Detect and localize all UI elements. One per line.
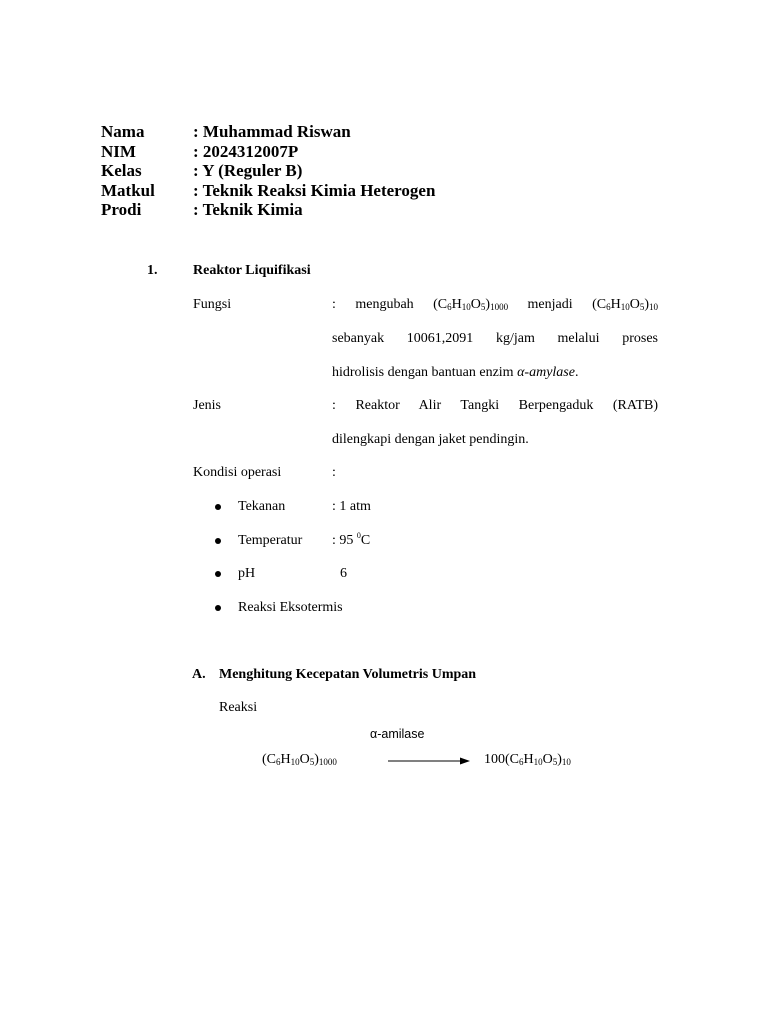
reaction-reactant: $(C_6H_{10}O_5)_{1000}$	[262, 752, 337, 767]
temperatur-value: : 95 $^0$C	[332, 531, 371, 548]
subsection-title: Menghitung Kecepatan Volumetris Umpan	[219, 667, 477, 682]
kondisi-colon: :	[332, 465, 336, 480]
reaksi-label: Reaksi	[219, 700, 258, 715]
fungsi-line-3: hidrolisis dengan bantuan enzim α-amylase.	[332, 365, 579, 380]
header-label-nama: Nama	[101, 122, 145, 141]
ph-label: pH	[238, 566, 256, 581]
fungsi-menjadi: menjadi	[527, 297, 573, 312]
bullet-icon	[215, 538, 221, 544]
fungsi-line-1	[332, 297, 658, 313]
formula-product: $(C_6H_{10}O_5)_{10}$	[592, 297, 659, 312]
kondisi-label: Kondisi operasi	[193, 465, 282, 480]
bullet-icon	[215, 504, 221, 510]
header-label-nim: NIM	[101, 141, 136, 161]
bullet-icon	[215, 571, 221, 577]
header-label-matkul: Matkul	[101, 180, 155, 200]
ph-value: 6	[340, 566, 347, 581]
section-title: Reaktor Liquifikasi	[193, 263, 311, 278]
jenis-label: Jenis	[193, 398, 221, 413]
tekanan-label: Tekanan	[238, 499, 286, 514]
enzyme-name: α-amylase	[517, 365, 575, 380]
reaction-arrow-icon	[388, 754, 470, 768]
reaction-product: $100(C_6H_{10}O_5)_{10}$	[484, 752, 571, 767]
header-value-prodi: : Teknik Kimia	[193, 200, 303, 219]
formula-reactant: $(C_6H_{10}O_5)_{1000}$	[433, 297, 509, 312]
reaksi-eksotermis-label: Reaksi Eksotermis	[238, 600, 343, 615]
jenis-line-2: dilengkapi dengan jaket pendingin.	[332, 432, 529, 447]
fungsi-intro: : mengubah	[332, 297, 414, 312]
bullet-icon	[215, 605, 221, 611]
section-number: 1.	[147, 263, 158, 278]
header-value-nim: : 2024312007P	[193, 141, 299, 161]
fungsi-line-2: sebanyak 10061,2091 kg/jam melalui proses	[332, 331, 658, 346]
header-value-kelas: : Y (Reguler B)	[193, 161, 303, 180]
tekanan-value: : 1 atm	[332, 499, 371, 514]
header-value-matkul: : Teknik Reaksi Kimia Heterogen	[193, 180, 436, 200]
jenis-line-1: : Reaktor Alir Tangki Berpengaduk (RATB)	[332, 398, 658, 413]
subsection-letter: A.	[192, 667, 206, 682]
header-label-prodi: Prodi	[101, 200, 142, 219]
header-value-nama: : Muhammad Riswan	[193, 122, 351, 141]
catalyst-label: α-amilase	[370, 727, 425, 741]
header-label-kelas: Kelas	[101, 161, 142, 180]
fungsi-label: Fungsi	[193, 297, 232, 312]
temperatur-label: Temperatur	[238, 533, 303, 548]
